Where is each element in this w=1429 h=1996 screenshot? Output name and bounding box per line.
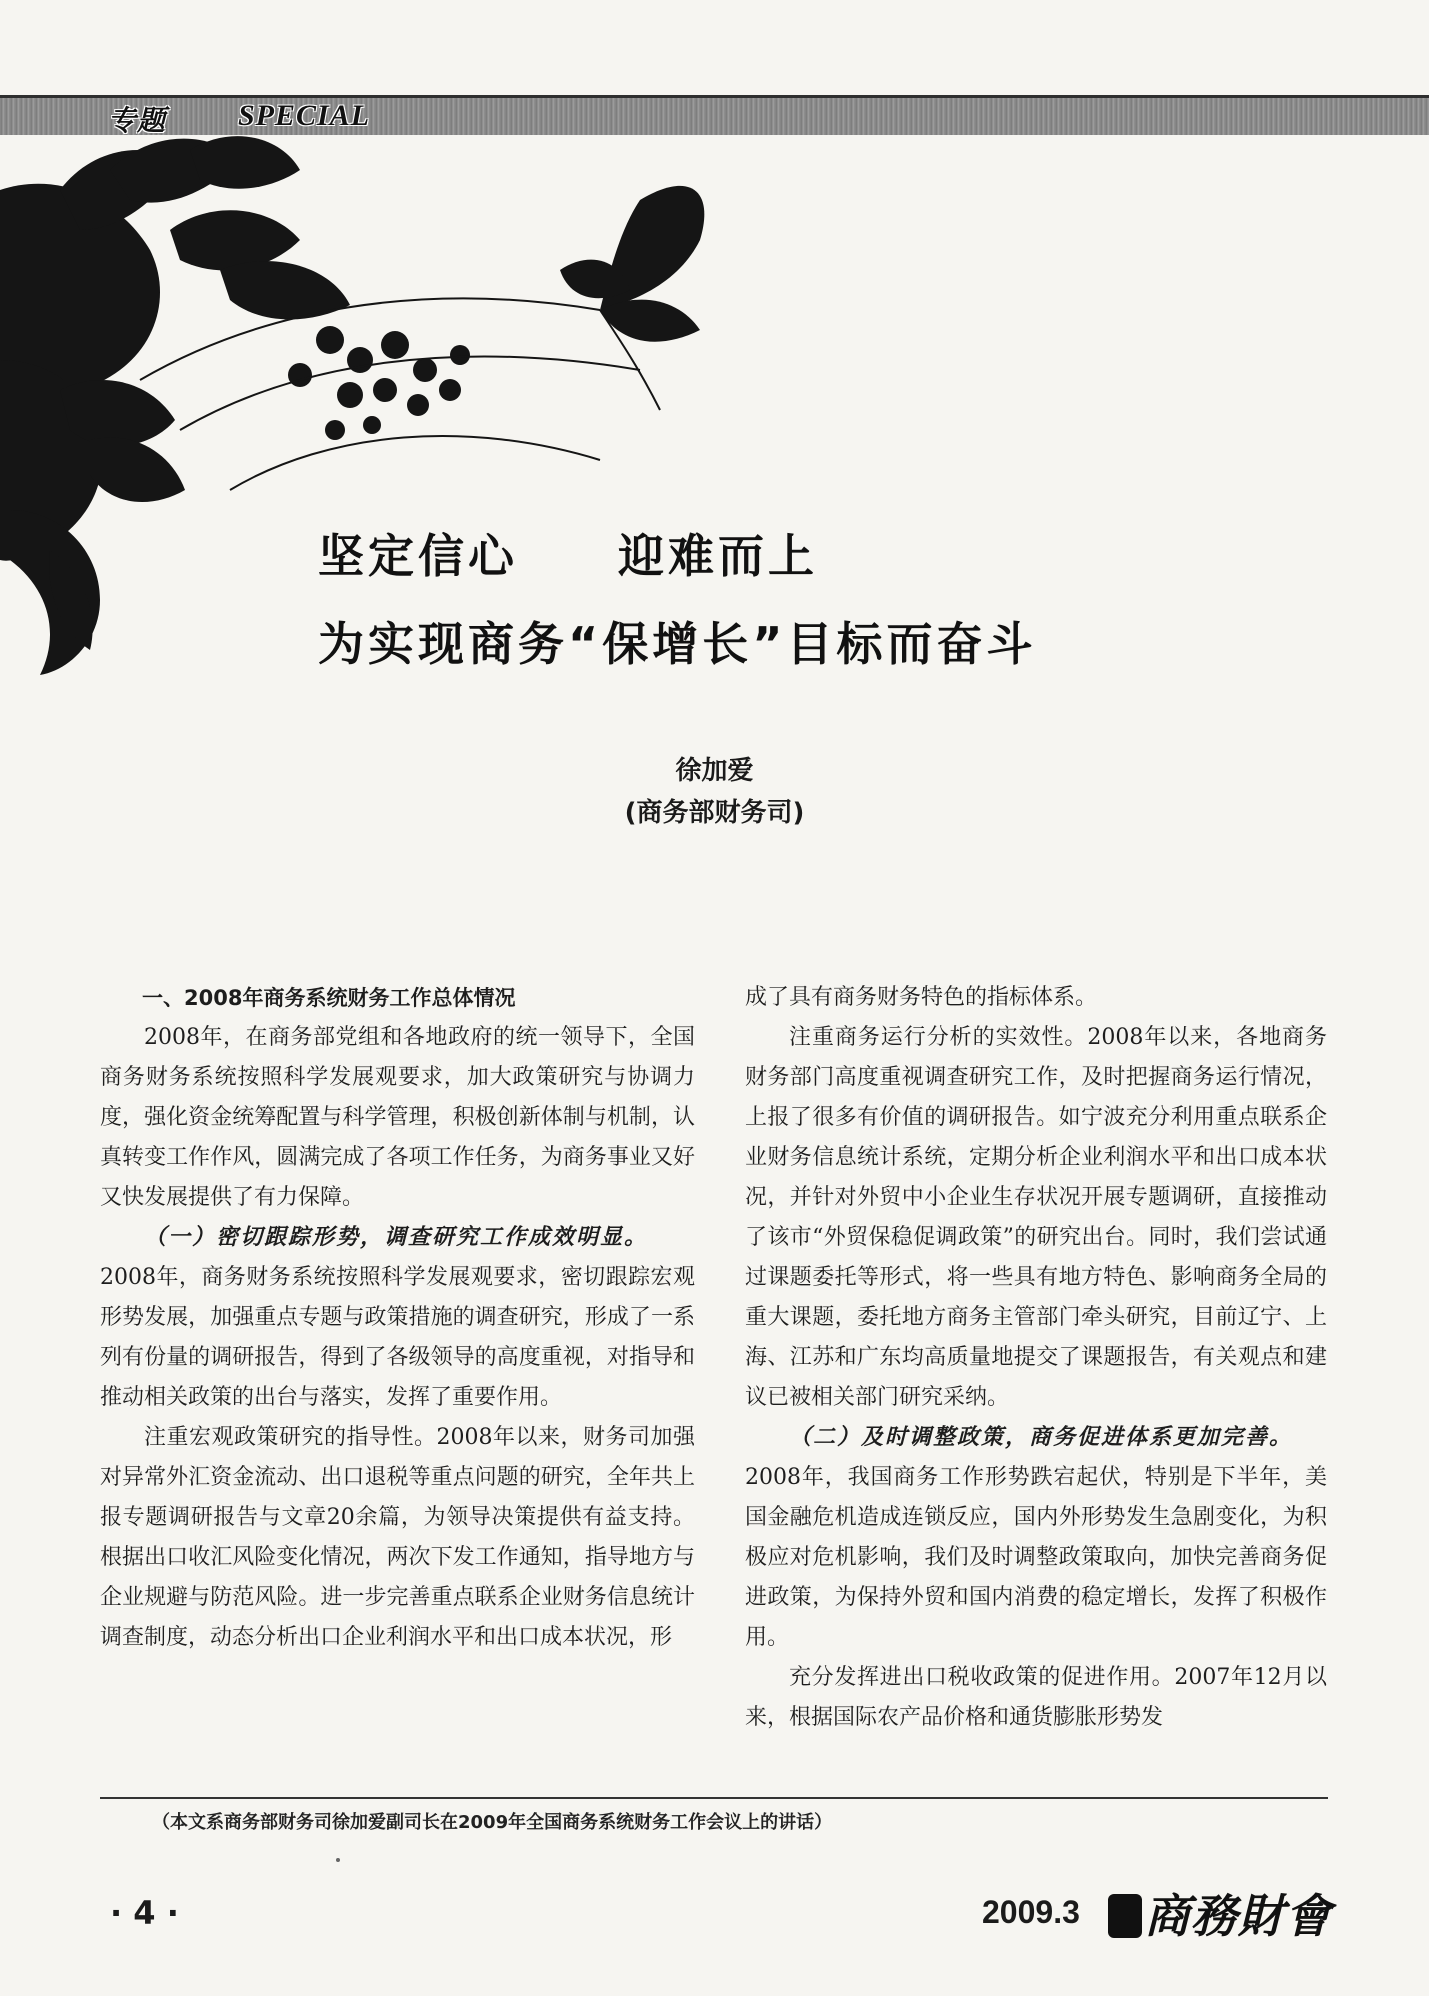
right-column [745, 978, 1327, 1738]
footnote-rule [100, 1797, 1328, 1799]
paragraph-operation-analysis: 注重商务运行分析的实效性。2008年以来，各地商务财务部门高度重视调查研究工作，及时把握商务运行情况，上报了很多有价值的调研报告。如宁波充分利用重点联系企业财务信息统计系统，定期分析企业利润水平和出口成本状况，并针对外贸中小企业生存状况开展专题调研，直接推动了该市“外贸保稳促调政策”的研究出台。同时，我们尝试通过课题委托等形式，将一些具有地方特色、影响商务全局的重大课题，委托地方商务主管部门牵头研究，目前辽宁、上海、江苏和广东均高质量地提交了课题报告，有关观点和建议已被相关部门研究采纳。 [745, 1025, 1327, 1410]
section-label-en: SPECIAL [238, 99, 371, 132]
journal-logo-icon [1108, 1894, 1142, 1938]
paragraph-tax-policy: 充分发挥进出口税收政策的促进作用。2007年12月以来，根据国际农产品价格和通货膨胀形势发 [745, 1665, 1327, 1730]
paragraph-macro-policy: 注重宏观政策研究的指导性。2008年以来，财务司加强对异常外汇资金流动、出口退税等重点问题的研究，全年共上报专题调研报告与文章20余篇，为领导决策提供有益支持。根据出口收汇风险变化情况，两次下发工作通知，指导地方与企业规避与防范风险。进一步完善重点联系企业财务信息统计调查制度，动态分析出口企业利润水平和出口成本状况，形 [100, 1425, 695, 1650]
paragraph-research: 2008年，商务财务系统按照科学发展观要求，密切跟踪宏观形势发展，加强重点专题与政策措施的调查研究，形成了一系列有份量的调研报告，得到了各级领导的高度重视，对指导和推动相关政策的出台与落实，发挥了重要作用。 [100, 1265, 695, 1410]
footnote: （本文系商务部财务司徐加爱副司长在2009年全国商务系统财务工作会议上的讲话） [152, 1812, 833, 1833]
paragraph-overview: 2008年，在商务部党组和各地政府的统一领导下，全国商务财务系统按照科学发展观要求，加大政策研究与协调力度，强化资金统筹配置与科学管理，积极创新体制与机制，认真转变工作作风，圆满完成了各项工作任务，为商务事业又好又快发展提供了有力保障。 [100, 1025, 695, 1210]
issue-date: 2009.3 [982, 1894, 1080, 1930]
author-name: 徐加爱 [675, 756, 754, 786]
scan-speck [336, 1858, 340, 1862]
title-line-1a: 坚定信心 [318, 529, 518, 583]
subheading-2: （二）及时调整政策，商务促进体系更加完善。 [789, 1425, 1294, 1450]
journal-name: 商務財會 [1144, 1889, 1332, 1943]
section-label-cn: 专题 [108, 104, 167, 137]
title-line-1b: 迎难而上 [618, 529, 818, 583]
paragraph-indicator-system: 成了具有商务财务特色的指标体系。 [745, 985, 1098, 1010]
section-banner [0, 95, 1429, 135]
title-line-2: 为实现商务“保增长”目标而奋斗 [318, 617, 1037, 671]
subheading-1: （一）密切跟踪形势，调查研究工作成效明显。 [144, 1225, 649, 1250]
paragraph-policy-adjustment: 2008年，我国商务工作形势跌宕起伏，特别是下半年，美国金融危机造成连锁反应，国内外形势发生急剧变化，为积极应对危机影响，我们及时调整政策取向，加快完善商务促进政策，为保持外贸和国内消费的稳定增长，发挥了积极作用。 [745, 1465, 1327, 1650]
author-affiliation: (商务部财务司) [624, 798, 805, 828]
journal-masthead [1108, 1880, 1332, 1946]
section-heading-1: 一、2008年商务系统财务工作总体情况 [142, 986, 516, 1010]
left-column [100, 978, 695, 1658]
page-number: · 4 · [110, 1894, 179, 1932]
floral-decoration [0, 130, 720, 690]
banner-top-rule [0, 95, 1429, 98]
